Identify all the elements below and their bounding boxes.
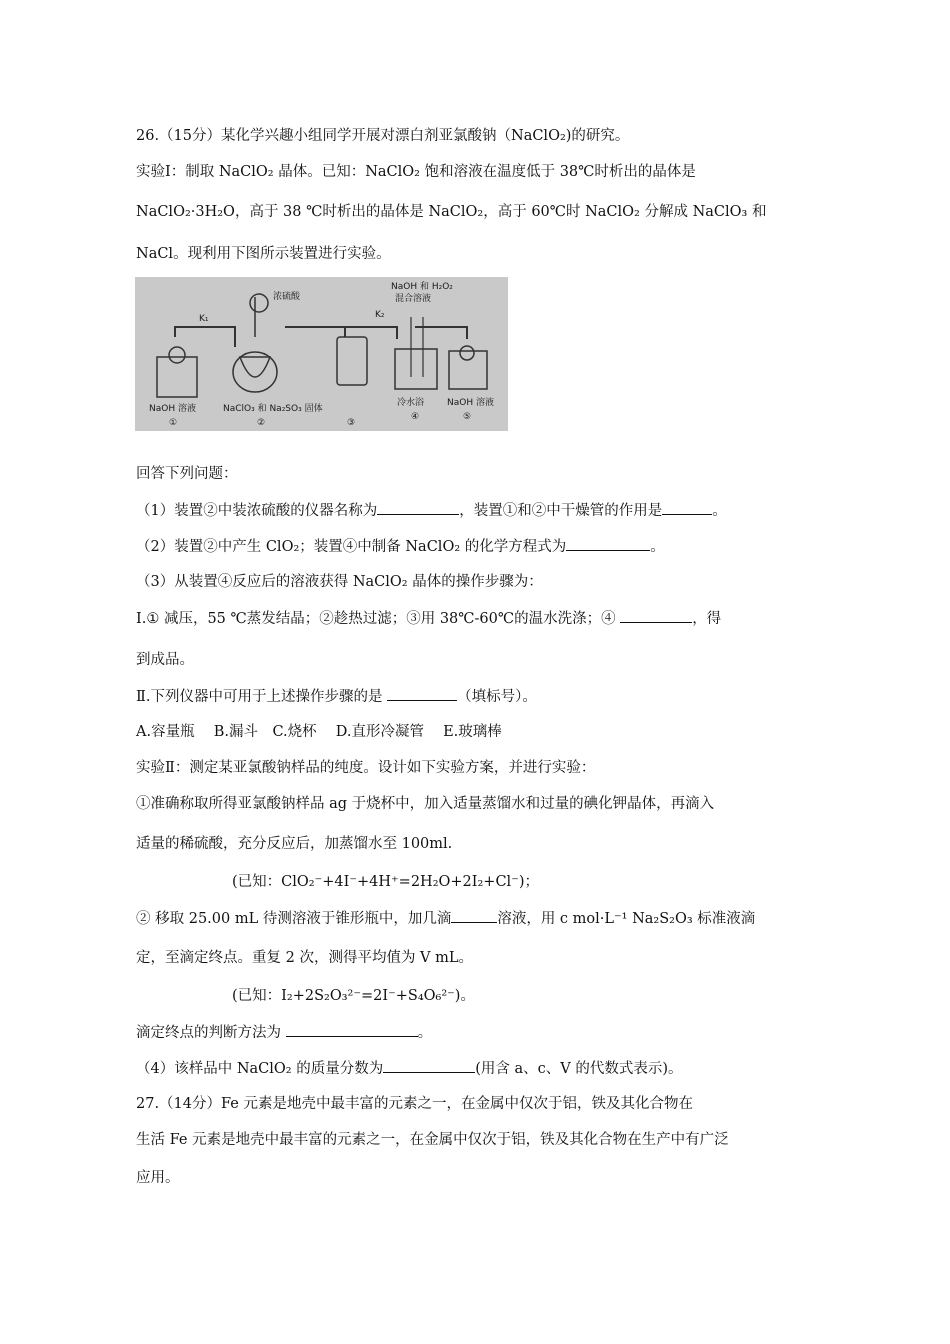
q27-line3: 应用。: [136, 1170, 180, 1186]
sub-question-1: [136, 500, 727, 521]
exp1-intro-line3: NaCl。现利用下图所示装置进行实验。: [136, 246, 391, 262]
q26-header: 26.（15分）某化学兴趣小组同学开展对漂白剂亚氯酸钠（NaClO₂)的研究。: [136, 128, 630, 144]
sub3-i-text-b: ，得: [692, 611, 722, 627]
q27-line1: 27.（14分）Fe 元素是地壳中最丰富的元素之一，在金属中仅次于铝，铁及其化合物在: [136, 1096, 693, 1112]
label-k2: K₂: [375, 310, 385, 320]
step1-line2: 适量的稀硫酸，充分反应后，加蒸馏水至 100ml.: [136, 836, 453, 852]
answer-blank-1[interactable]: [377, 500, 459, 515]
endpoint-text-b: 。: [417, 1025, 433, 1041]
sub1-text-c: 。: [712, 503, 727, 519]
apparatus-figure: [135, 277, 508, 431]
step2-text-a: ② 移取 25.00 mL 待测溶液于锥形瓶中，加几滴: [136, 911, 452, 927]
sub2-text-b: 。: [650, 539, 665, 555]
label-bottom-5: NaOH 溶液: [447, 398, 494, 408]
step2-text-b: 溶液，用 c mol·L⁻¹ Na₂S₂O₃ 标准液滴: [497, 911, 756, 927]
sub3-i-text-a: Ⅰ.① 减压，55 ℃蒸发结晶；②趁热过滤；③用 38℃-60℃的温水洗涤；④: [136, 611, 616, 627]
sub-question-3: （3）从装置④反应后的溶液获得 NaClO₂ 晶体的操作步骤为：: [136, 574, 543, 590]
sub1-text-a: （1）装置②中装浓硫酸的仪器名称为: [136, 503, 378, 519]
step1-line1: ①准确称取所得亚氯酸钠样品 ag 于烧杯中，加入适量蒸馏水和过量的碘化钾晶体，再滴入: [136, 796, 715, 812]
sub3-ii-text-a: Ⅱ.下列仪器中可用于上述操作步骤的是: [136, 689, 383, 705]
label-bottom-4: 冷水浴: [397, 398, 425, 408]
sub3-part-i-cont: 到成品。: [136, 652, 194, 668]
known-equation-2: (已知：I₂+2S₂O₃²⁻=2I⁻+S₄O₆²⁻)。: [232, 988, 475, 1004]
answer-blank-8[interactable]: [383, 1058, 475, 1073]
label-num-2: ②: [257, 418, 266, 428]
answer-prompt: 回答下列问题：: [136, 466, 238, 482]
answer-blank-5[interactable]: [387, 686, 457, 701]
known-equation-1: (已知：ClO₂⁻+4I⁻+4H⁺=2H₂O+2I₂+Cl⁻)；: [232, 874, 539, 890]
label-reagent-2: 混合溶液: [395, 294, 432, 304]
endpoint-text-a: 滴定终点的判断方法为: [136, 1025, 281, 1041]
exp2-intro: 实验Ⅱ：测定某亚氯酸钠样品的纯度。设计如下实验方案，并进行实验：: [136, 760, 596, 776]
step2-line1: [136, 908, 755, 929]
label-reagent-1: NaOH 和 H₂O₂: [391, 282, 453, 292]
sub3-part-ii: [136, 686, 537, 707]
sub1-text-b: ，装置①和②中干燥管的作用是: [459, 503, 663, 519]
answer-blank-4[interactable]: [620, 608, 692, 623]
label-num-5: ⑤: [463, 412, 472, 422]
label-bottom-2: NaClO₃ 和 Na₂SO₃ 固体: [223, 404, 323, 414]
endpoint-question: [136, 1022, 432, 1043]
answer-blank-6[interactable]: [451, 908, 497, 923]
sub2-text-a: （2）装置②中产生 ClO₂；装置④中制备 NaClO₂ 的化学方程式为: [136, 539, 567, 555]
sub-question-4: [136, 1058, 683, 1079]
step2-line2: 定，至滴定终点。重复 2 次，测得平均值为 V mL。: [136, 950, 474, 966]
sub3-part-i: [136, 608, 721, 629]
exp1-intro-line1: 实验Ⅰ：制取 NaClO₂ 晶体。已知：NaClO₂ 饱和溶液在温度低于 38℃时析出的晶体是: [136, 164, 696, 180]
label-num-1: ①: [169, 418, 178, 428]
answer-blank-3[interactable]: [566, 536, 650, 551]
label-bottom-1: NaOH 溶液: [149, 404, 196, 414]
label-k1: K₁: [199, 314, 209, 324]
label-num-3: ③: [347, 418, 356, 428]
label-num-4: ④: [411, 412, 420, 422]
sub3-ii-text-b: （填标号）。: [457, 689, 537, 705]
answer-blank-2[interactable]: [662, 500, 712, 515]
q27-line2: 生活 Fe 元素是地壳中最丰富的元素之一，在金属中仅次于铝，铁及其化合物在生产中有广泛: [136, 1132, 729, 1148]
options-line: A.容量瓶 B.漏斗 C.烧杯 D.直形冷凝管 E.玻璃棒: [136, 724, 502, 740]
sub-question-2: [136, 536, 665, 557]
sub4-text-a: （4）该样品中 NaClO₂ 的质量分数为: [136, 1061, 384, 1077]
label-acid: 浓硫酸: [273, 292, 301, 302]
sub4-text-b: (用含 a、c、V 的代数式表示)。: [475, 1061, 683, 1077]
answer-blank-7[interactable]: [286, 1022, 418, 1037]
exp1-intro-line2: NaClO₂·3H₂O，高于 38 ℃时析出的晶体是 NaClO₂，高于 60℃时 NaClO₂ 分解成 NaClO₃ 和: [136, 204, 767, 220]
